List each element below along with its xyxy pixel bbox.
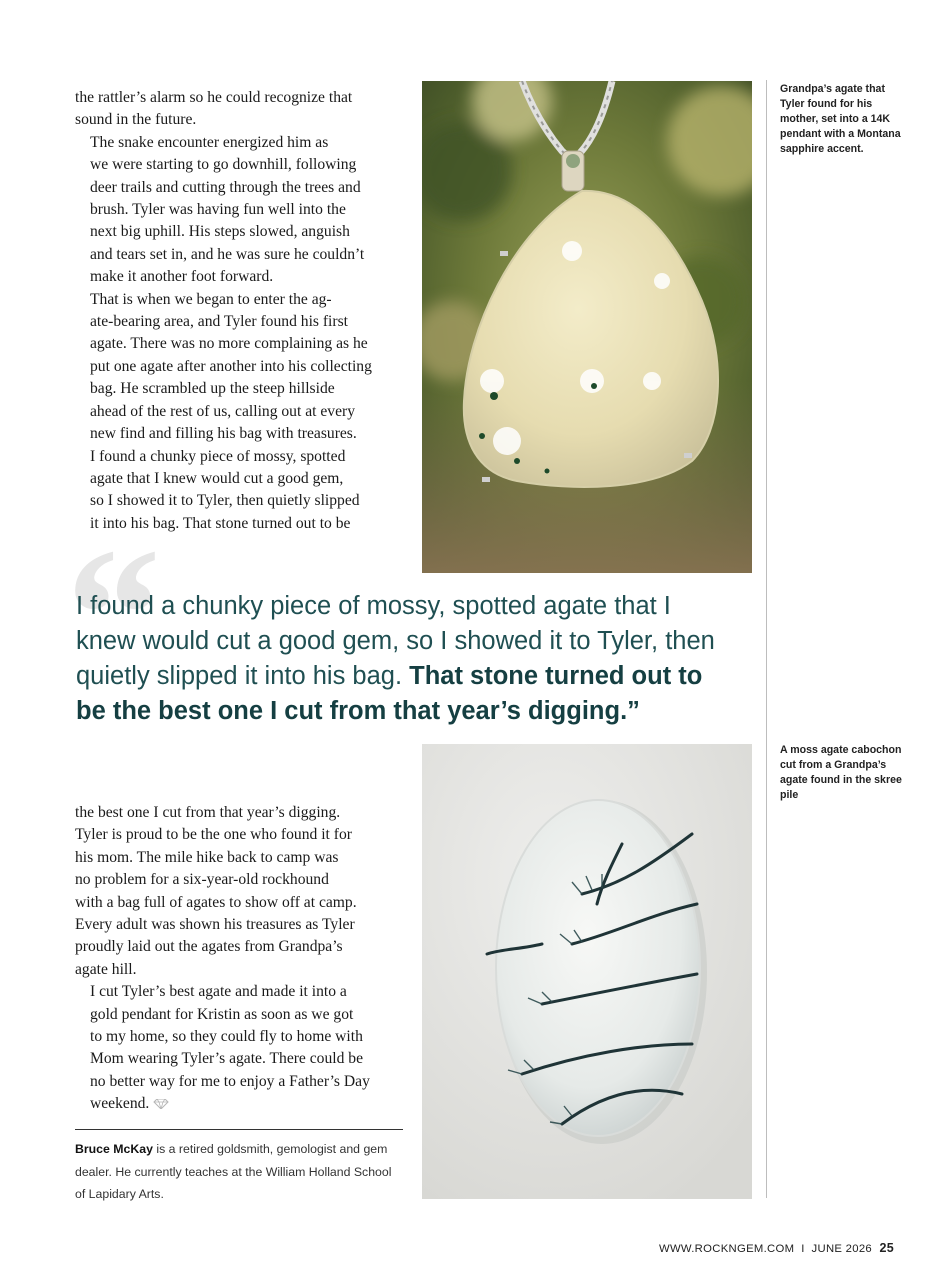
author-bio <box>75 1138 405 1206</box>
footer-site: WWW.ROCKNGEM.COM <box>658 1243 795 1255</box>
page-number: 25 <box>879 1241 894 1255</box>
footer-separator: I <box>801 1243 805 1255</box>
bio-divider <box>75 1129 403 1130</box>
paragraph-4: I found a chunky piece of mossy, spotted agate that I knew would cut a good gem, so I showed it to Tyler, then quietly slipped it into his bag. That stone turned out to be <box>90 447 360 532</box>
pendant-caption: Grandpa’s agate that Tyler found for his mother, set into a 14K pendant with a Montana sapphire accent. <box>780 83 901 155</box>
column-divider <box>766 80 767 1198</box>
paragraph-6: I cut Tyler’s best agate and made it into a gold pendant for Kristin as soon as we got to my home, so they could fly to home with Mom wearing Tyler’s agate. There could be no better way for me to enjoy a Father’s Day weekend. <box>90 983 370 1113</box>
pull-quote-close-mark: ” <box>627 697 640 725</box>
article-column-top <box>75 87 405 535</box>
pendant-photo <box>422 81 752 573</box>
footer-date: JUNE 2026 <box>811 1243 873 1255</box>
page-footer <box>659 1241 894 1255</box>
author-name: Bruce McKay <box>75 1142 153 1156</box>
paragraph-1: the rattler’s alarm so he could recognize that sound in the future. <box>75 89 353 129</box>
gem-icon <box>153 1099 169 1109</box>
quote-mark-icon: “ <box>66 510 161 720</box>
cabochon-photo <box>422 744 752 1199</box>
pull-quote <box>76 589 716 729</box>
cabochon-caption: A moss agate cabochon cut from a Grandpa’s agate found in the skree pile <box>780 744 902 801</box>
article-column-bottom <box>75 802 405 1116</box>
pull-quote-bold: That stone turned out to be the best one I cut from that year’s digging. <box>76 662 703 725</box>
paragraph-5: the best one I cut from that year’s digging. Tyler is proud to be the one who found it for his mom. The mile hike back to camp was no problem for a six-year-old rockhound with a bag full of agates to show off at camp. Every adult was shown his treasures as Tyler proudly laid out the agates from Grandpa’s agate hill. <box>75 804 357 978</box>
pull-quote-regular: I found a chunky piece of mossy, spotted agate that I knew would cut a good gem, so I showed it to Tyler, then quietly slipped it into his bag. <box>76 592 715 690</box>
author-bio-text: is a retired goldsmith, gemologist and gem dealer. He currently teaches at the William Holland School of Lapidary Arts. <box>75 1142 392 1201</box>
paragraph-2: The snake encounter energized him as we were starting to go downhill, following deer trails and cutting through the trees and brush. Tyler was having fun well into the next big uphill. His steps slowed, anguish and tears set in, and he was sure he couldn’t make it another foot forward. <box>90 133 365 286</box>
paragraph-3: That is when we began to enter the ag- ate-bearing area, and Tyler found his first agate. There was no more complaining as he put one agate after another into his collecting bag. He scrambled up the steep hillside ahead of the rest of us, calling out at every new find and filling his bag with treasures. <box>90 290 372 443</box>
